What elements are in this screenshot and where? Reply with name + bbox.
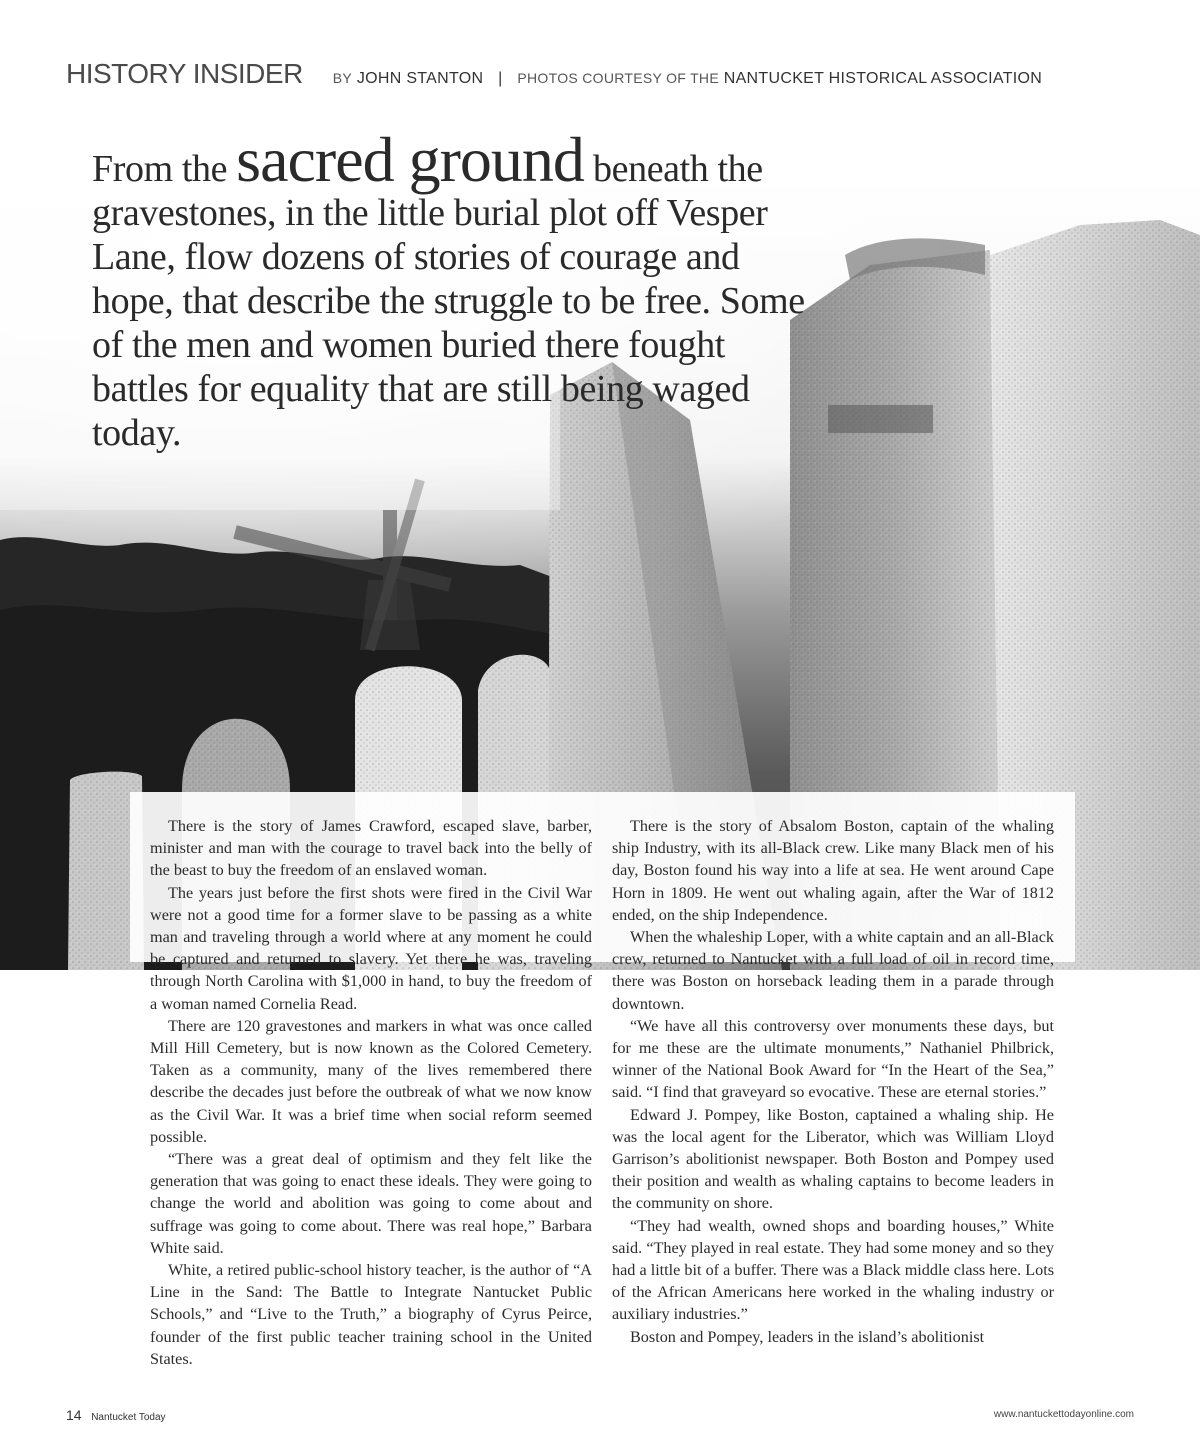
paragraph: The years just before the first shots were fired in the Civil War were not a good time for a former slave to be passing as a white man and traveling through a world where at any moment he could be captured and returned to slavery. Yet there he was, traveling through North Carolina with $1,000 in hand, to buy the freedom of a woman named Cornelia Read.: [150, 883, 592, 1013]
article-header: [66, 58, 1146, 98]
byline-prefix: BY: [332, 70, 353, 86]
paragraph: When the whaleship Loper, with a white captain and an all-Black crew, returned to Nantucket with a full load of oil in record time, there was Boston on horseback leading them in a parade through downtown.: [612, 928, 1054, 1013]
pull-quote-body: beneath the gravestones, in the little burial plot off Vesper Lane, flow dozens of stories of courage and hope, that describe the struggle to be free. Some of the men and women buried there fought battles for equality that are still being waged today.: [92, 148, 805, 454]
paragraph: Edward J. Pompey, like Boston, captained a whaling ship. He was the local agent for the Liberator, which was William Lloyd Garrison’s abolitionist newspaper. Both Boston and Pompey used their position and wealth as whaling captains to become leaders in the community on shore.: [612, 1105, 1054, 1213]
pull-quote: [92, 124, 812, 455]
paragraph: “There was a great deal of optimism and they felt like the generation that was going to enact these ideals. They were going to change the world and abolition was going to come about and suffrage was going to come about. There was real hope,” Barbara White said.: [150, 1150, 592, 1257]
paragraph: “They had wealth, owned shops and boarding houses,” White said. “They played in real estate. They had some money and so they had a little bit of a buffer. There was a Black middle class here. Lots of the African Americans here worked in the whaling industry or auxiliary industries.”: [612, 1216, 1054, 1324]
paragraph: There are 120 gravestones and markers in what was once called Mill Hill Cemetery, but is now known as the Colored Cemetery. Taken as a community, many of the lives remembered there describe the decades just before the outbreak of what we now know as the Civil War. It was a brief time when social reform seemed possible.: [150, 1016, 592, 1146]
website-link[interactable]: www.nantuckettodayonline.com: [993, 1409, 1134, 1420]
page-footer-left: [66, 1407, 166, 1423]
byline-separator: |: [498, 70, 503, 87]
pull-quote-lead: From the: [92, 148, 237, 190]
paragraph: “We have all this controversy over monuments these days, but for me these are the ultimate monuments,” Nathaniel Philbrick, winner of the National Book Award for “In the Heart of the Sea,” said. “I find that graveyard so evocative. These are eternal stories.”: [612, 1016, 1054, 1102]
section-title: HISTORY INSIDER: [66, 58, 303, 89]
paragraph: White, a retired public-school history teacher, is the author of “A Line in the Sand: The Battle to Integrate Nantucket Public Schools,” and “Live to the Truth,” a biography of Cyrus Peirce, founder of the first public teacher training school in the United States.: [150, 1261, 592, 1368]
paragraph: Boston and Pompey, leaders in the island’s abolitionist: [630, 1327, 985, 1346]
pull-quote-emphasis: sacred ground: [236, 124, 584, 195]
paragraph: There is the story of Absalom Boston, captain of the whaling ship Industry, with its all-Black crew. Like many Black men of his day, Boston found his way into a life at sea. He went around Cape Horn in 1809. He went out whaling again, after the War of 1812 ended, on the ship Independence.: [612, 817, 1054, 924]
photo-credit-source: NANTUCKET HISTORICAL ASSOCIATION: [723, 70, 1043, 87]
photo-credit-prefix: PHOTOS COURTESY OF THE: [517, 70, 719, 86]
article-column-1: [150, 815, 592, 1370]
byline: [333, 70, 1042, 87]
paragraph: There is the story of James Crawford, escaped slave, barber, minister and man with the courage to travel back into the belly of the beast to buy the freedom of an enslaved woman.: [150, 817, 592, 880]
publication-name: Nantucket Today: [91, 1412, 166, 1423]
page-number: 14: [66, 1407, 82, 1423]
author-name: JOHN STANTON: [356, 70, 484, 87]
article-column-2: [612, 815, 1054, 1348]
